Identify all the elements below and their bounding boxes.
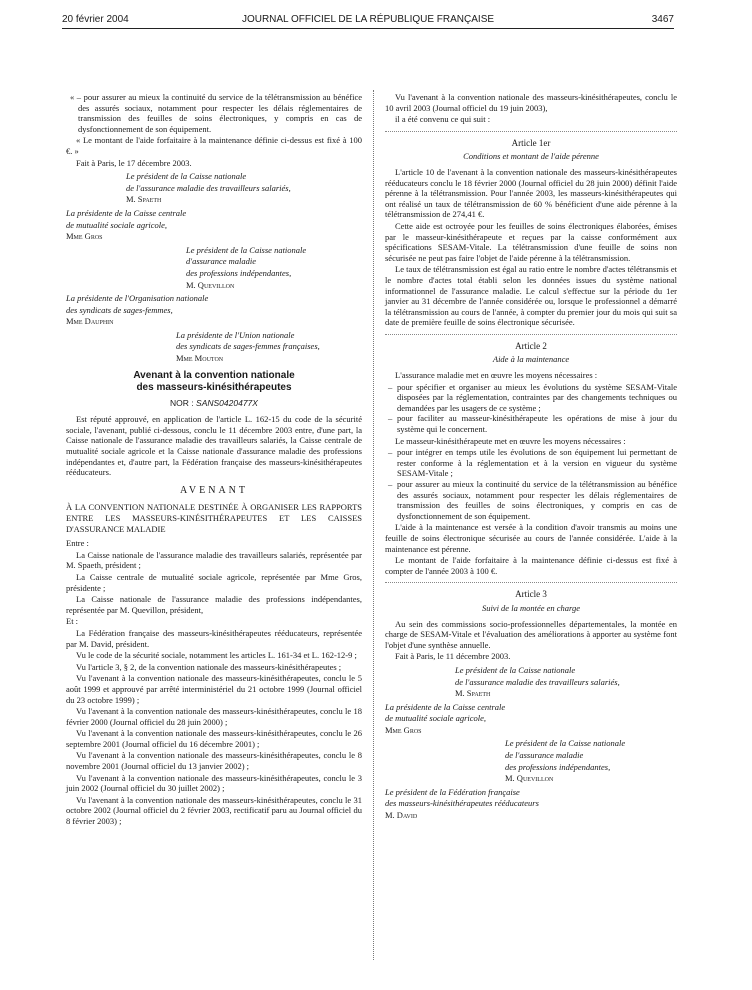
signature-title: La présidente de la Caisse centrale xyxy=(66,207,187,218)
paragraph: Cette aide est octroyée pour les feuilles de soins électroniques élaborées, émises par le masseur-kinésithérapeute et reçues par la caisse conformément aux spécifications SESAM-Vitale. La télétransmission d'une feuille de soins non sécurisée ne peut pas faire l'objet de l'aide pérenne à la télétransmission. xyxy=(385,220,677,263)
signature-title: des syndicats de sages-femmes françaises, xyxy=(176,341,320,352)
paragraph: Vu l'avenant à la convention nationale des masseurs-kinésithérapeutes, conclu le 26 septembre 2001 (Journal officiel du 16 décembre 2001) ; xyxy=(66,728,362,749)
paragraph: L'aide à la maintenance est versée à la condition d'avoir transmis au moins une feuille de soins électronique sécurisée au cours de l'année considérée. L'aide à la maintenance est pérenne. xyxy=(385,522,677,554)
avenant-heading: AVENANT xyxy=(179,484,249,496)
signature-title: Le président de la Caisse nationale xyxy=(505,738,626,749)
signature-block xyxy=(176,330,362,364)
paragraph: Entre : xyxy=(66,538,89,549)
header-title: JOURNAL OFFICIEL DE LA RÉPUBLIQUE FRANÇAISE xyxy=(241,14,495,25)
signature-title: La présidente de la Caisse centrale xyxy=(385,701,506,712)
page-header xyxy=(62,14,674,29)
paragraph: L'article 10 de l'avenant à la convention nationale des masseurs-kinésithérapeutes rééducateurs conclu le 18 février 2000 (Journal officiel du 28 juin 2000) définit l'aide pérenne à la télétransmission. Pour l'année 2003, les masseurs-kinésithérapeutes qui ont réalisé un taux de télétransmission de 60 % bénéficient d'une aide pérenne à la télétransmission de 274,41 €. xyxy=(385,166,677,220)
signature-title: des syndicats de sages-femmes, xyxy=(66,304,173,315)
paragraph: Vu l'avenant à la convention nationale des masseurs-kinésithérapeutes, conclu le 10 avril 2003 (Journal officiel du 19 juin 2003), xyxy=(385,92,677,113)
signature-date: Fait à Paris, le 17 décembre 2003. xyxy=(76,157,192,168)
paragraph: Le taux de télétransmission est égal au ratio entre le nombre d'actes télétransmis et le nombre d'actes total établi selon les données issues du système national informationnel de l'assurance maladie. Le calcul s'effectue sur la période du 1er janvier au 31 décembre de l'année considérée ou, lorsque le professionnel a démarré la télétransmission au cours de l'année, à compter du premier jour du mois qui suit sa date de première feuille de soins électronique sécurisée. xyxy=(385,264,677,328)
signature-block xyxy=(66,208,202,242)
list xyxy=(385,382,677,435)
signature-title: Le président de la Caisse nationale xyxy=(126,171,247,182)
signature-block xyxy=(126,171,362,205)
signature-title: de mutualité sociale agricole, xyxy=(385,713,487,724)
header-page-number: 3467 xyxy=(651,14,674,25)
header-date: 20 février 2004 xyxy=(62,14,129,25)
nor-code: SANS0420477X xyxy=(196,397,258,408)
signature-name: M. Spaeth xyxy=(126,194,162,205)
signature-title: des professions indépendantes, xyxy=(505,761,611,772)
signature-block xyxy=(505,738,677,783)
paragraph: il a été convenu ce qui suit : xyxy=(395,114,491,125)
signature-name: M. Quevillon xyxy=(186,279,235,290)
paragraph: La Caisse nationale de l'assurance maladie des professions indépendantes, représentée par M. Quevillon, président, xyxy=(66,594,362,615)
signature-block xyxy=(66,293,242,327)
paragraph: Le masseur-kinésithérapeute met en œuvre les moyens nécessaires : xyxy=(395,435,626,446)
list xyxy=(385,447,677,521)
signature-block xyxy=(385,702,527,736)
list-item: – pour assurer au mieux la continuité du service de la télétransmission au bénéfice des assurés sociaux, notamment pour respecter les délais réglementaires de transmission des feuilles de soins électroniques, y compris en cas de dysfonctionnement de son équipement. xyxy=(397,479,677,521)
article-subheading: Conditions et montant de l'aide pérenne xyxy=(463,151,599,162)
article-subheading: Aide à la maintenance xyxy=(492,354,570,365)
signature-name: M. Spaeth xyxy=(455,688,491,699)
signature-name: Mme Gros xyxy=(385,724,422,735)
column-divider xyxy=(373,90,374,960)
signature-title: des masseurs-kinésithérapeutes rééducateurs xyxy=(385,798,539,809)
signature-title: des professions indépendantes, xyxy=(186,267,292,278)
list-item: – pour spécifier et organiser au mieux les évolutions du système SESAM-Vitale disposées par la réglementation, contraintes par des changements techniques ou demandées par les usagers de ce système ; xyxy=(397,382,677,414)
signature-title: de l'assurance maladie des travailleurs salariés, xyxy=(126,182,291,193)
document-title-line: des masseurs-kinésithérapeutes xyxy=(136,381,292,393)
signature-name: Mme Mouton xyxy=(176,353,224,364)
signature-title: Le président de la Caisse nationale xyxy=(455,664,576,675)
signature-title: de mutualité sociale agricole, xyxy=(66,219,168,230)
article-heading: Article 2 xyxy=(515,340,547,351)
signature-title: de l'assurance maladie xyxy=(505,750,584,761)
nor-label: NOR : xyxy=(170,397,197,408)
signature-block xyxy=(455,665,677,699)
article-heading: Article 3 xyxy=(515,589,547,600)
article-heading: Article 1er xyxy=(511,137,551,148)
signature-name: Mme Dauphin xyxy=(66,316,114,327)
paragraph: Est réputé approuvé, en application de l'article L. 162-15 du code de la sécurité sociale, l'avenant, publié ci-dessous, conclu le 11 décembre 2003 entre, d'une part, la Caisse nationale de l'assurance maladie des travailleurs salariés, la Caisse centrale de mutualité sociale agricole et la Caisse nationale d'assurance maladie des professions indépendantes et, d'autre part, la Fédération française des masseurs-kinésithérapeutes rééducateurs. xyxy=(66,414,362,478)
signature-title: de l'assurance maladie des travailleurs salariés, xyxy=(455,676,620,687)
separator xyxy=(385,582,677,583)
paragraph: Vu l'avenant à la convention nationale des masseurs-kinésithérapeutes, conclu le 3 juin 2002 (Journal officiel du 30 juillet 2002) ; xyxy=(66,772,362,794)
separator xyxy=(385,334,677,335)
paragraph: Vu l'avenant à la convention nationale des masseurs-kinésithérapeutes, conclu le 18 février 2000 (Journal officiel du 28 juin 2000) ; xyxy=(66,706,362,727)
signature-title: Le président de la Caisse nationale xyxy=(186,244,307,255)
signature-date: Fait à Paris, le 11 décembre 2003. xyxy=(395,651,511,662)
signature-name: M. Quevillon xyxy=(505,773,554,784)
paragraph: Vu l'avenant à la convention nationale des masseurs-kinésithérapeutes, conclu le 5 août 1999 et approuvé par arrêté interministériel du 21 octobre 1999 (Journal officiel du 23 octobre 1999) ; xyxy=(66,673,362,705)
paragraph: Vu l'article 3, § 2, de la convention nationale des masseurs-kinésithérapeutes ; xyxy=(76,661,342,672)
paragraph: La Fédération française des masseurs-kinésithérapeutes rééducateurs, représentée par M. David, président. xyxy=(66,627,362,649)
right-column xyxy=(385,92,677,824)
signature-name: Mme Gros xyxy=(66,231,103,242)
document-title xyxy=(66,370,362,394)
paragraph: Vu le code de la sécurité sociale, notamment les articles L. 161-34 et L. 162-12-9 ; xyxy=(76,650,357,661)
left-column xyxy=(66,92,362,828)
paragraph: La Caisse nationale de l'assurance maladie des travailleurs salariés, représentée par M. Spaeth, président ; xyxy=(66,549,362,571)
signature-block xyxy=(186,245,362,290)
paragraph: Vu l'avenant à la convention nationale des masseurs-kinésithérapeutes, conclu le 8 novembre 2001 (Journal officiel du 13 janvier 2002) ; xyxy=(66,750,362,772)
paragraph: « Le montant de l'aide forfaitaire à la maintenance définie ci-dessus est fixé à 100 €. » xyxy=(66,135,362,156)
document-title-line: Avenant à la convention nationale xyxy=(133,369,295,381)
paragraph: La Caisse centrale de mutualité sociale agricole, représentée par Mme Gros, présidente ; xyxy=(66,571,362,593)
signature-title: Le président de la Fédération française xyxy=(385,786,520,797)
avenant-subheading: À LA CONVENTION NATIONALE DESTINÉE À ORGANISER LES RAPPORTS ENTRE LES MASSEURS-KINÉSITHÉRAPEUTES ET LES CAISSES D'ASSURANCE MALADIE xyxy=(66,502,362,534)
list-item: – pour intégrer en temps utile les évolutions de son équipement lui permettant de rester conforme à la réglementation et à la version en vigueur du système SESAM-Vitale ; xyxy=(397,447,677,479)
signature-title: La présidente de l'Organisation nationale xyxy=(66,293,209,304)
paragraph: Et : xyxy=(66,616,79,627)
separator xyxy=(385,131,677,132)
paragraph: Vu l'avenant à la convention nationale des masseurs-kinésithérapeutes, conclu le 31 octobre 2002 (Journal officiel du 2 février 2003, rectificatif paru au Journal officiel du 8 février 2003) ; xyxy=(66,794,362,827)
paragraph: « – pour assurer au mieux la continuité du service de la télétransmission au bénéfice des assurés sociaux, notamment pour respecter les délais réglementaires de transmission des feuilles de soins électroniques, y compris en cas de dysfonctionnement de son équipement. xyxy=(70,92,362,134)
signature-block xyxy=(385,787,637,821)
signature-name: M. David xyxy=(385,810,418,821)
list-item: – pour faciliter au masseur-kinésithérapeute les opérations de mise à jour du système qui le concernent. xyxy=(397,413,677,434)
signature-title: La présidente de l'Union nationale xyxy=(176,329,295,340)
article-subheading: Suivi de la montée en charge xyxy=(481,602,581,613)
paragraph: L'assurance maladie met en œuvre les moyens nécessaires : xyxy=(395,370,598,381)
paragraph: Au sein des commissions socio-professionnelles départementales, la montée en charge de SESAM-Vitale et l'évaluation des améliorations à apporter au système font l'objet d'une synthèse annuelle. xyxy=(385,618,677,650)
signature-title: d'assurance maladie xyxy=(186,256,257,267)
nor-reference xyxy=(66,398,362,409)
paragraph: Le montant de l'aide forfaitaire à la maintenance définie ci-dessus est fixé à compter de l'année 2003 à 100 €. xyxy=(385,555,677,576)
